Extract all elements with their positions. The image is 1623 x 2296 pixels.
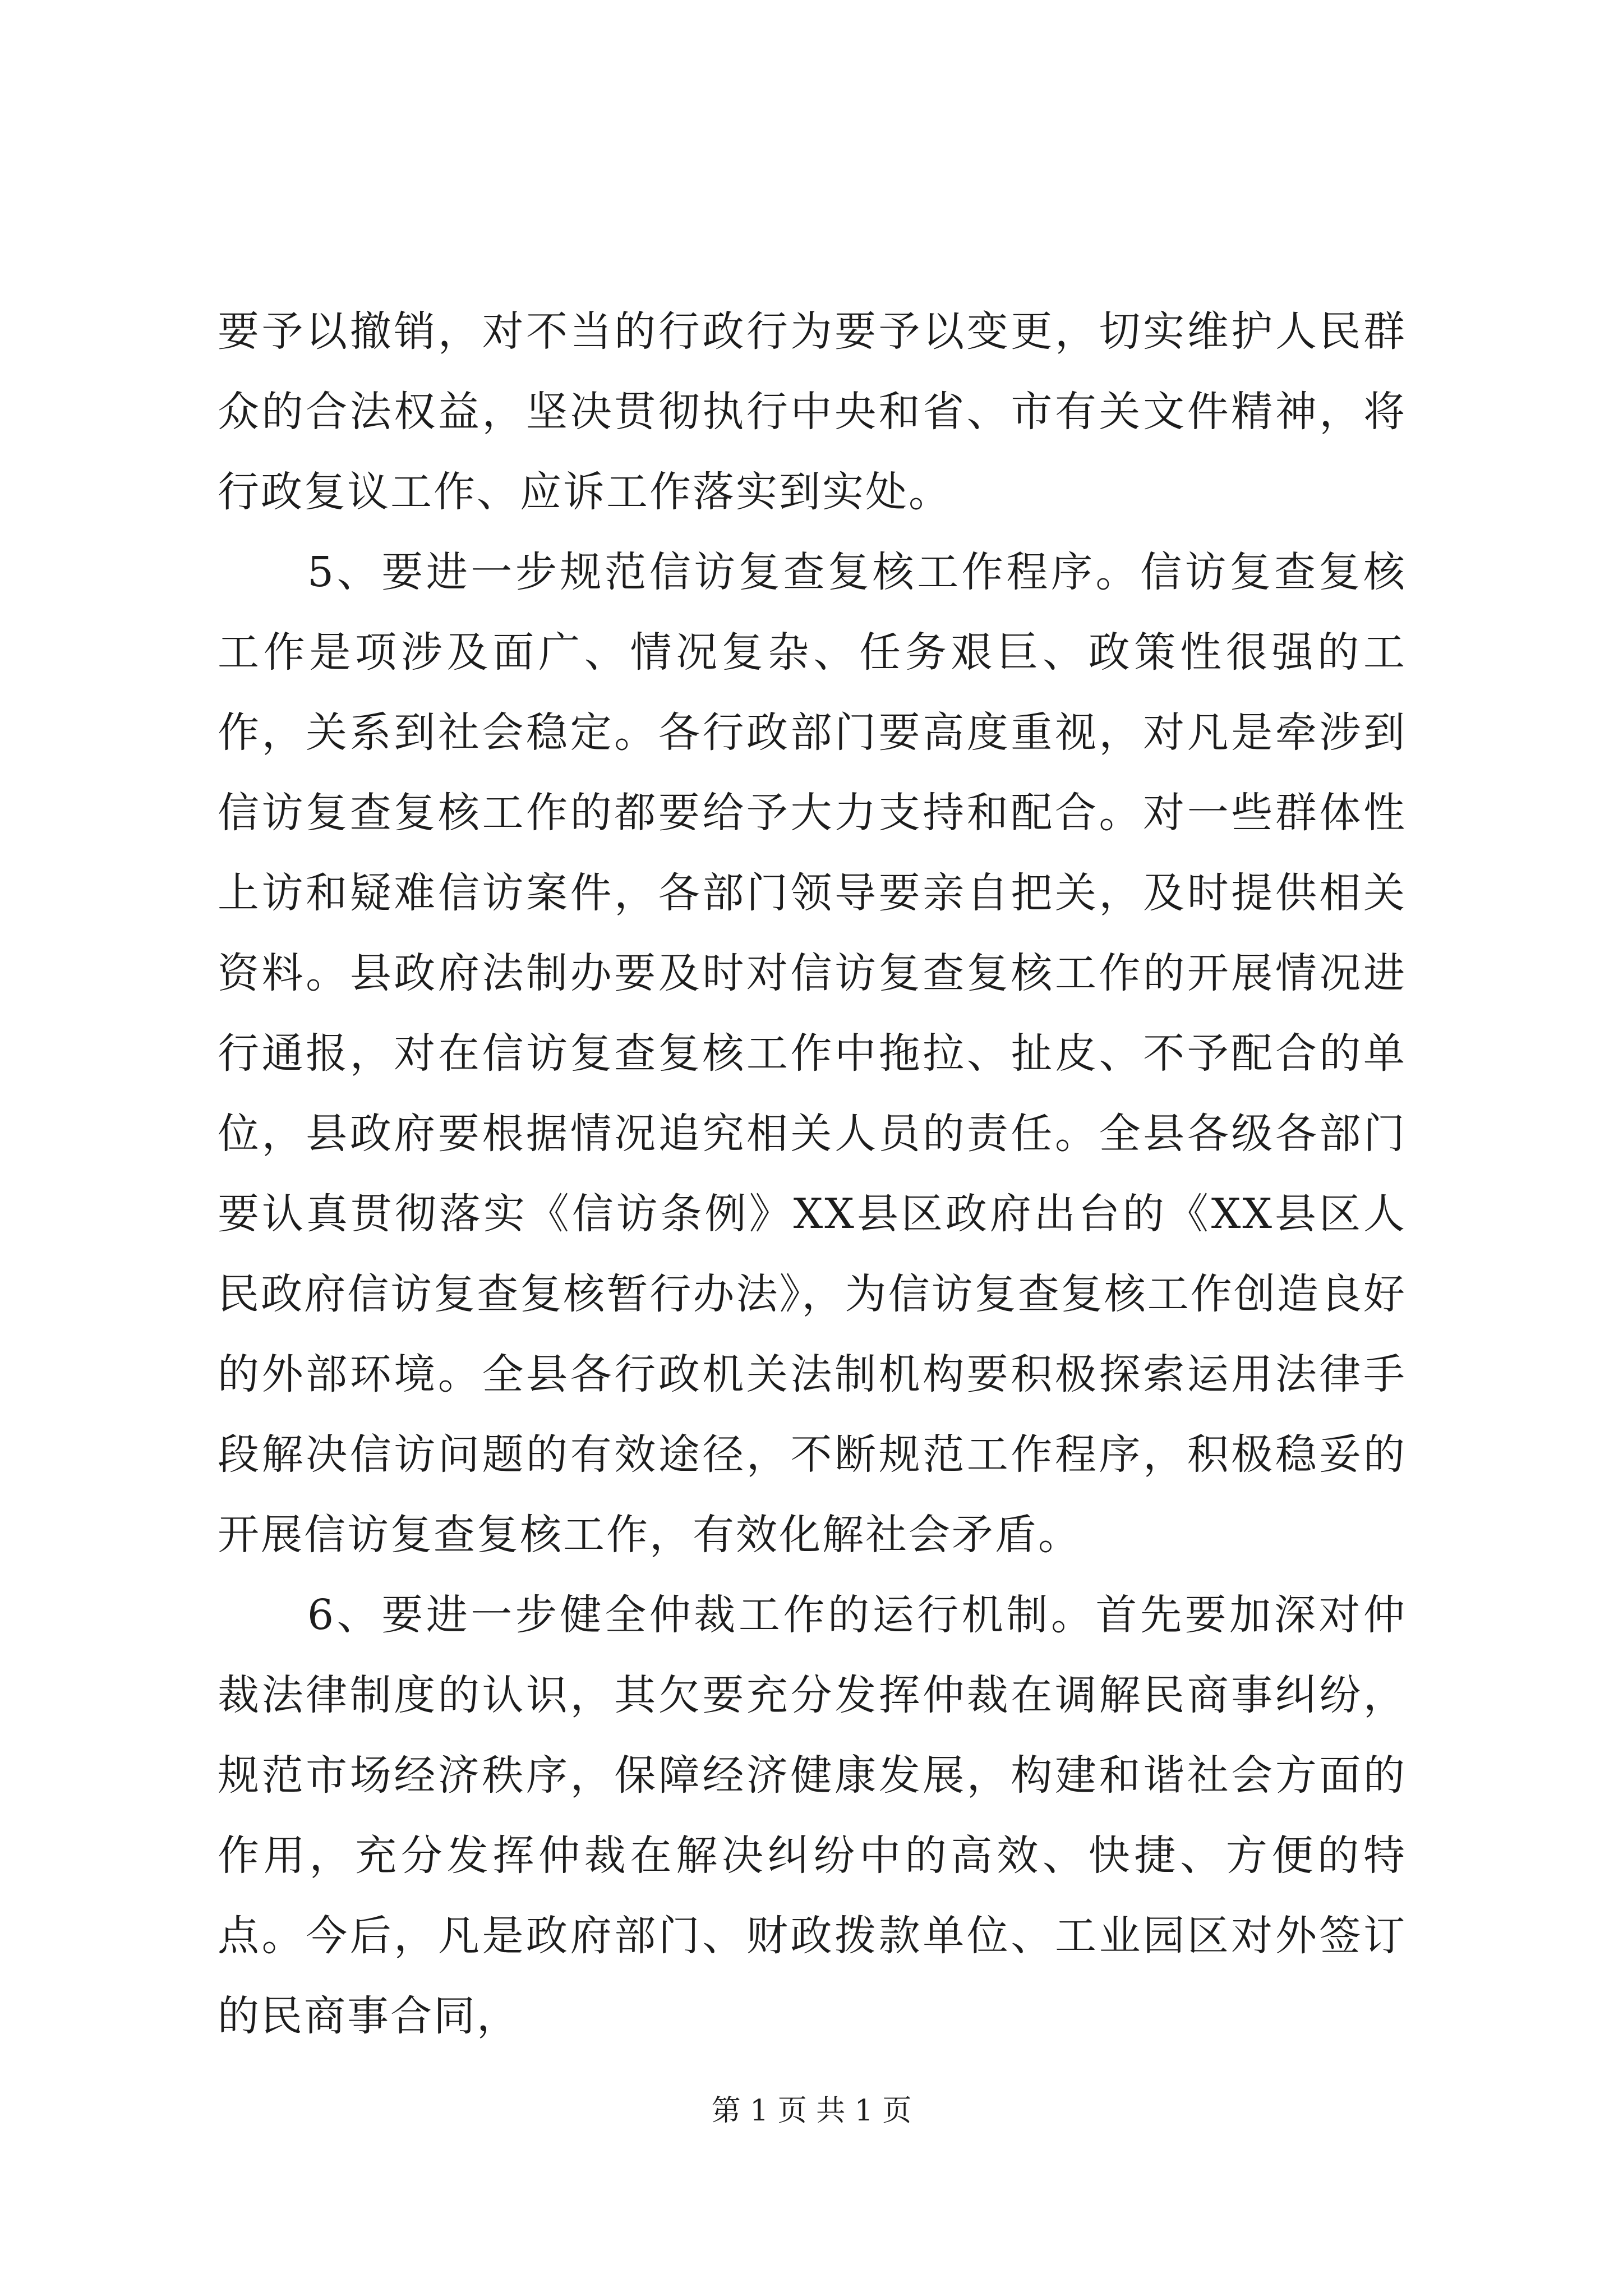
page-footer: 第 1 页 共 1 页 xyxy=(711,2094,912,2128)
paragraph-item-5: 5、要进一步规范信访复查复核工作程序。信访复查复核工作是项涉及面广、情况复杂、任务艰巨、政策性很强的工作，关系到社会稳定。各行政部门要高度重视，对凡是牵涉到信访复查复核工作的都要给予大力支持和配合。对一些群体性上访和疑难信访案件，各部门领导要亲自把关，及时提供相关资料。县政府法制办要及时对信访复查复核工作的开展情况进行通报，对在信访复查复核工作中拖拉、扯皮、不予配合的单位，县政府要根据情况追究相关人员的责任。全县各级各部门要认真贯彻落实《信访条例》XX县区政府出台的《XX县区人民政府信访复查复核暂行办法》，为信访复查复核工作创造良好的外部环境。全县各行政机关法制机构要积极探索运用法律手段解决信访问题的有效途径，不断规范工作程序，积极稳妥的开展信访复查复核工作，有效化解社会矛盾。 xyxy=(218,548,1407,1559)
paragraph-item-6: 6、要进一步健全仲裁工作的运行机制。首先要加深对仲裁法律制度的认识，其欠要充分发挥仲裁在调解民商事纠纷，规范市场经济秩序，保障经济健康发展，构建和谐社会方面的作用，充分发挥仲裁在解决纠纷中的高效、快捷、方便的特点。今后，凡是政府部门、财政拨款单位、工业园区对外签订的民商事合同， xyxy=(218,1591,1407,2040)
paragraph-continuation: 要予以撤销，对不当的行政行为要予以变更，切实维护人民群众的合法权益，坚决贯彻执行中央和省、市有关文件精神，将行政复议工作、应诉工作落实到实处。 xyxy=(218,307,1407,516)
document-body xyxy=(218,292,1407,2056)
